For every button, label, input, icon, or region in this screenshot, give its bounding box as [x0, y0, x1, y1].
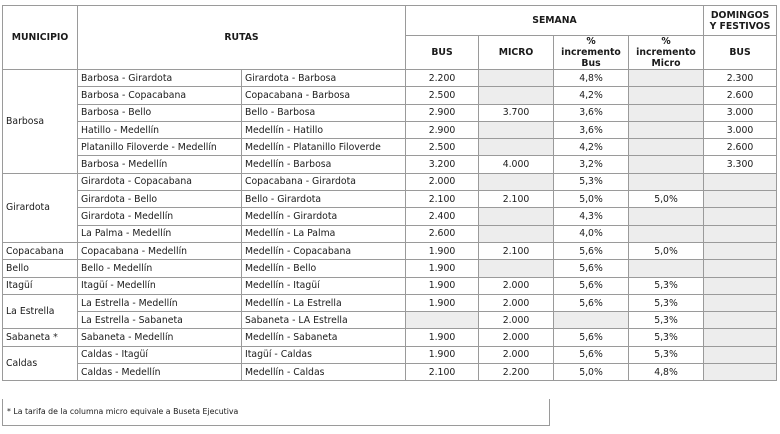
route-return-cell: Medellín - Platanillo Filoverde: [242, 139, 406, 156]
municipio-cell: La Estrella: [3, 294, 78, 329]
micro-fare-cell: 3.700: [479, 104, 554, 121]
route-cell: Girardota - Medellín: [78, 208, 242, 225]
footnote: * La tarifa de la columna micro equivale a Buseta Ejecutiva: [2, 399, 550, 426]
header-inc-micro: % incremento Micro: [629, 36, 704, 70]
route-cell: Hatillo - Medellín: [78, 121, 242, 138]
route-return-cell: Copacabana - Girardota: [242, 173, 406, 190]
municipio-cell: Barbosa: [3, 70, 78, 174]
table-row: [3, 191, 777, 208]
bus-fare-cell: 1.900: [406, 329, 479, 346]
micro-fare-cell: 2.000: [479, 312, 554, 329]
holiday-bus-fare-cell: 2.300: [704, 70, 777, 87]
bus-increase-cell: 5,6%: [554, 346, 629, 363]
micro-increase-cell: 5,3%: [629, 346, 704, 363]
route-return-cell: Medellín - Barbosa: [242, 156, 406, 173]
route-cell: Caldas - Medellín: [78, 364, 242, 381]
holiday-bus-fare-cell: [704, 191, 777, 208]
holiday-bus-fare-cell: [704, 312, 777, 329]
bus-increase-cell: 4,3%: [554, 208, 629, 225]
micro-increase-cell: [629, 156, 704, 173]
table-row: [3, 242, 777, 259]
route-cell: Girardota - Copacabana: [78, 173, 242, 190]
table-row: [3, 121, 777, 138]
header-domingos: DOMINGOS Y FESTIVOS: [704, 6, 777, 36]
holiday-bus-fare-cell: 3.000: [704, 121, 777, 138]
table-row: [3, 139, 777, 156]
header-municipio: MUNICIPIO: [3, 6, 78, 70]
header-bus: BUS: [406, 36, 479, 70]
bus-fare-cell: 2.100: [406, 364, 479, 381]
holiday-bus-fare-cell: 2.600: [704, 139, 777, 156]
table-row: [3, 277, 777, 294]
bus-fare-cell: 3.200: [406, 156, 479, 173]
municipio-cell: Sabaneta *: [3, 329, 78, 346]
micro-increase-cell: [629, 87, 704, 104]
micro-fare-cell: 2.100: [479, 242, 554, 259]
header-inc-bus: % incremento Bus: [554, 36, 629, 70]
bus-fare-cell: 2.400: [406, 208, 479, 225]
route-cell: La Palma - Medellín: [78, 225, 242, 242]
bus-fare-cell: 2.900: [406, 104, 479, 121]
bus-fare-cell: 1.900: [406, 260, 479, 277]
route-return-cell: Medellín - Caldas: [242, 364, 406, 381]
bus-increase-cell: 3,6%: [554, 121, 629, 138]
bus-increase-cell: 3,2%: [554, 156, 629, 173]
route-return-cell: Girardota - Barbosa: [242, 70, 406, 87]
micro-fare-cell: 2.100: [479, 191, 554, 208]
micro-fare-cell: 2.000: [479, 346, 554, 363]
holiday-bus-fare-cell: [704, 208, 777, 225]
fares-body: [3, 70, 777, 381]
bus-fare-cell: 2.200: [406, 70, 479, 87]
micro-fare-cell: [479, 260, 554, 277]
micro-increase-cell: 4,8%: [629, 364, 704, 381]
micro-increase-cell: [629, 173, 704, 190]
micro-fare-cell: 2.000: [479, 277, 554, 294]
municipio-cell: Girardota: [3, 173, 78, 242]
route-return-cell: Medellín - Sabaneta: [242, 329, 406, 346]
table-row: [3, 294, 777, 311]
fares-table: [2, 5, 777, 381]
holiday-bus-fare-cell: 3.000: [704, 104, 777, 121]
bus-fare-cell: 2.900: [406, 121, 479, 138]
bus-increase-cell: 5,6%: [554, 294, 629, 311]
micro-increase-cell: 5,3%: [629, 294, 704, 311]
micro-increase-cell: 5,0%: [629, 191, 704, 208]
route-cell: Caldas - Itagüí: [78, 346, 242, 363]
bus-increase-cell: 5,0%: [554, 191, 629, 208]
bus-fare-cell: 2.000: [406, 173, 479, 190]
bus-increase-cell: 5,0%: [554, 364, 629, 381]
micro-increase-cell: [629, 139, 704, 156]
route-return-cell: Medellín - Copacabana: [242, 242, 406, 259]
micro-fare-cell: [479, 70, 554, 87]
holiday-bus-fare-cell: [704, 346, 777, 363]
route-cell: Platanillo Filoverde - Medellín: [78, 139, 242, 156]
bus-increase-cell: 5,6%: [554, 242, 629, 259]
municipio-cell: Caldas: [3, 346, 78, 381]
micro-increase-cell: [629, 208, 704, 225]
holiday-bus-fare-cell: [704, 329, 777, 346]
micro-fare-cell: 2.200: [479, 364, 554, 381]
bus-fare-cell: 1.900: [406, 242, 479, 259]
micro-fare-cell: [479, 121, 554, 138]
bus-increase-cell: 5,6%: [554, 260, 629, 277]
municipio-cell: Bello: [3, 260, 78, 277]
table-row: [3, 156, 777, 173]
holiday-bus-fare-cell: [704, 294, 777, 311]
municipio-cell: Copacabana: [3, 242, 78, 259]
route-cell: Girardota - Bello: [78, 191, 242, 208]
table-row: [3, 173, 777, 190]
micro-fare-cell: 2.000: [479, 294, 554, 311]
bus-fare-cell: 2.100: [406, 191, 479, 208]
bus-fare-cell: 2.500: [406, 87, 479, 104]
table-row: [3, 104, 777, 121]
bus-fare-cell: 1.900: [406, 294, 479, 311]
table-row: [3, 260, 777, 277]
route-cell: Barbosa - Girardota: [78, 70, 242, 87]
route-return-cell: Medellín - Itagüí: [242, 277, 406, 294]
micro-increase-cell: [629, 104, 704, 121]
table-row: [3, 225, 777, 242]
bus-increase-cell: 5,6%: [554, 329, 629, 346]
micro-increase-cell: 5,0%: [629, 242, 704, 259]
route-cell: Bello - Medellín: [78, 260, 242, 277]
holiday-bus-fare-cell: [704, 225, 777, 242]
bus-fare-cell: 2.500: [406, 139, 479, 156]
bus-increase-cell: 4,8%: [554, 70, 629, 87]
micro-increase-cell: 5,3%: [629, 277, 704, 294]
holiday-bus-fare-cell: 3.300: [704, 156, 777, 173]
route-return-cell: Medellín - Bello: [242, 260, 406, 277]
route-return-cell: Itagüí - Caldas: [242, 346, 406, 363]
route-cell: Itagüí - Medellín: [78, 277, 242, 294]
holiday-bus-fare-cell: [704, 277, 777, 294]
bus-fare-cell: 1.900: [406, 346, 479, 363]
micro-increase-cell: [629, 260, 704, 277]
municipio-cell: Itagüí: [3, 277, 78, 294]
bus-increase-cell: 3,6%: [554, 104, 629, 121]
route-cell: Barbosa - Medellín: [78, 156, 242, 173]
table-row: [3, 87, 777, 104]
micro-fare-cell: [479, 208, 554, 225]
micro-increase-cell: [629, 121, 704, 138]
micro-fare-cell: [479, 225, 554, 242]
table-row: [3, 312, 777, 329]
holiday-bus-fare-cell: [704, 260, 777, 277]
route-return-cell: Copacabana - Barbosa: [242, 87, 406, 104]
holiday-bus-fare-cell: [704, 173, 777, 190]
table-row: [3, 208, 777, 225]
route-return-cell: Medellín - Hatillo: [242, 121, 406, 138]
micro-increase-cell: 5,3%: [629, 312, 704, 329]
bus-increase-cell: 4,0%: [554, 225, 629, 242]
table-row: [3, 329, 777, 346]
micro-increase-cell: [629, 70, 704, 87]
micro-fare-cell: [479, 87, 554, 104]
route-cell: La Estrella - Medellín: [78, 294, 242, 311]
route-cell: Sabaneta - Medellín: [78, 329, 242, 346]
route-return-cell: Bello - Barbosa: [242, 104, 406, 121]
micro-increase-cell: [629, 225, 704, 242]
bus-fare-cell: 1.900: [406, 277, 479, 294]
header-semana: SEMANA: [406, 6, 704, 36]
bus-fare-cell: 2.600: [406, 225, 479, 242]
route-cell: La Estrella - Sabaneta: [78, 312, 242, 329]
bus-increase-cell: [554, 312, 629, 329]
route-cell: Barbosa - Copacabana: [78, 87, 242, 104]
table-row: [3, 70, 777, 87]
route-return-cell: Medellín - La Palma: [242, 225, 406, 242]
holiday-bus-fare-cell: [704, 364, 777, 381]
bus-increase-cell: 5,3%: [554, 173, 629, 190]
route-return-cell: Medellín - Girardota: [242, 208, 406, 225]
route-cell: Barbosa - Bello: [78, 104, 242, 121]
route-return-cell: Sabaneta - LA Estrella: [242, 312, 406, 329]
route-return-cell: Medellín - La Estrella: [242, 294, 406, 311]
bus-fare-cell: [406, 312, 479, 329]
table-row: [3, 364, 777, 381]
micro-fare-cell: 2.000: [479, 329, 554, 346]
holiday-bus-fare-cell: 2.600: [704, 87, 777, 104]
bus-increase-cell: 4,2%: [554, 139, 629, 156]
holiday-bus-fare-cell: [704, 242, 777, 259]
header-rutas: RUTAS: [78, 6, 406, 70]
route-cell: Copacabana - Medellín: [78, 242, 242, 259]
micro-fare-cell: [479, 173, 554, 190]
bus-increase-cell: 4,2%: [554, 87, 629, 104]
micro-fare-cell: 4.000: [479, 156, 554, 173]
table-row: [3, 346, 777, 363]
bus-increase-cell: 5,6%: [554, 277, 629, 294]
micro-fare-cell: [479, 139, 554, 156]
header-dom-bus: BUS: [704, 36, 777, 70]
micro-increase-cell: 5,3%: [629, 329, 704, 346]
header-micro: MICRO: [479, 36, 554, 70]
route-return-cell: Bello - Girardota: [242, 191, 406, 208]
